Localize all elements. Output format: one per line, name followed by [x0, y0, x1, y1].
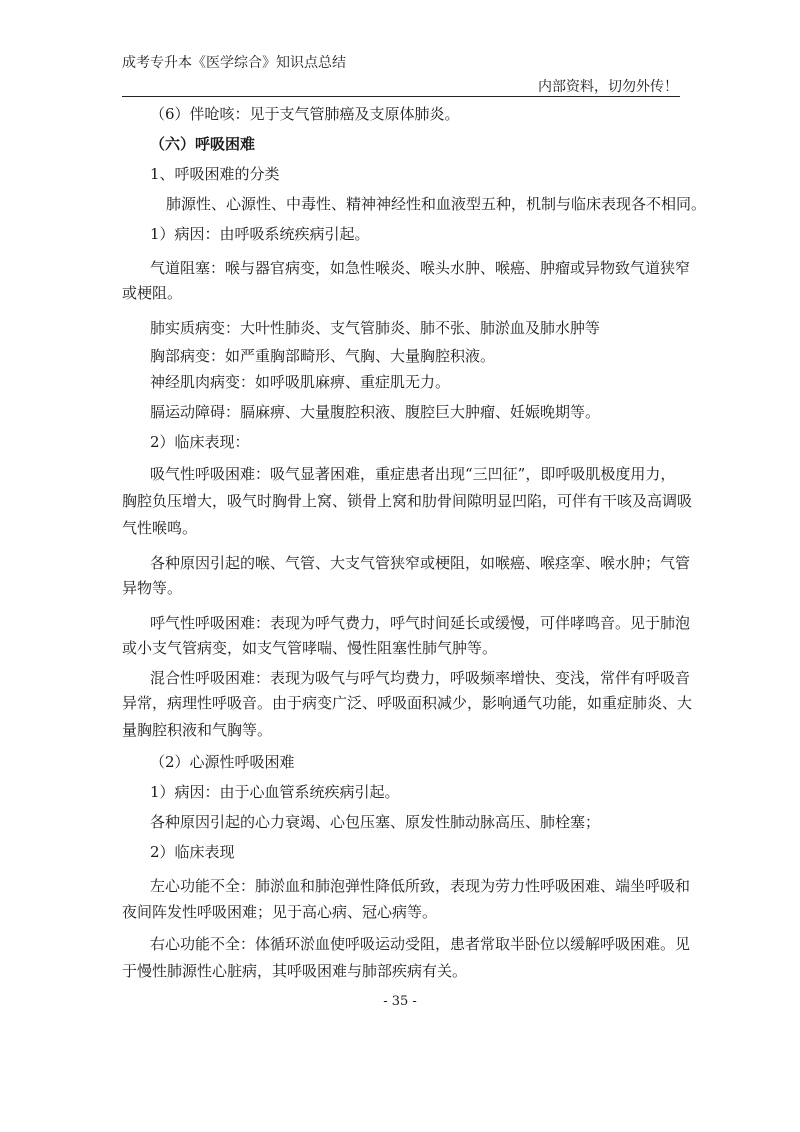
- paragraph: 神经肌肉病变：如呼吸肌麻痹、重症肌无力。: [150, 373, 451, 391]
- paragraph: 于慢性肺源性心脏病，其呼吸困难与肺部疾病有关。: [122, 962, 468, 980]
- paragraph: 气性喉鸣。: [122, 519, 198, 537]
- paragraph: 异物等。: [122, 579, 183, 597]
- subsection-heading: 1、呼吸困难的分类: [150, 165, 280, 183]
- paragraph: 或小支气管病变，如支气管哮喘、慢性阻塞性肺气肿等。: [122, 639, 498, 657]
- paragraph: 1）病因：由于心血管系统疾病引起。: [150, 783, 400, 801]
- paragraph: 胸部病变：如严重胸部畸形、气胸、大量胸腔积液。: [150, 347, 496, 365]
- paragraph: 膈运动障碍：膈麻痹、大量腹腔积液、腹腔巨大肿瘤、妊娠晚期等。: [150, 403, 601, 421]
- paragraph: 异常，病理性呼吸音。由于病变广泛、呼吸面积减少，影响通气功能，如重症肺炎、大: [122, 694, 693, 712]
- paragraph: 胸腔负压增大，吸气时胸骨上窝、锁骨上窝和肋骨间隙明显凹陷，可伴有干咳及高调吸: [122, 492, 693, 510]
- paragraph: （6）伴呛咳：见于支气管肺癌及支原体肺炎。: [150, 105, 460, 123]
- paragraph: 右心功能不全：体循环淤血使呼吸运动受阻，患者常取半卧位以缓解呼吸困难。见: [150, 935, 691, 953]
- paragraph: 肺实质病变：大叶性肺炎、支气管肺炎、肺不张、肺淤血及肺水肿等: [150, 319, 601, 337]
- section-heading: （六）呼吸困难: [150, 135, 256, 153]
- paragraph: 左心功能不全：肺淤血和肺泡弹性降低所致，表现为劳力性呼吸困难、端坐呼吸和: [150, 877, 691, 895]
- paragraph: 呼气性呼吸困难：表现为呼气费力，呼气时间延长或缓慢，可伴哮鸣音。见于肺泡: [150, 614, 691, 632]
- header-divider: [122, 96, 680, 97]
- header-title: 成考专升本《医学综合》知识点总结: [122, 55, 346, 71]
- paragraph: 气道阻塞：喉与器官病变，如急性喉炎、喉头水肿、喉癌、肿瘤或异物致气道狭窄: [150, 259, 691, 277]
- paragraph: 各种原因引起的心力衰竭、心包压塞、原发性肺动脉高压、肺栓塞；: [150, 813, 601, 831]
- paragraph: 各种原因引起的喉、气管、大支气管狭窄或梗阻，如喉癌、喉痉挛、喉水肿；气管: [150, 554, 691, 572]
- paragraph: 吸气性呼吸困难：吸气显著困难，重症患者出现“三凹征”，即呼吸肌极度用力，: [150, 465, 676, 483]
- paragraph: 量胸腔积液和气胸等。: [122, 721, 273, 739]
- paragraph: 或梗阻。: [122, 284, 183, 302]
- subsection-heading: （2）心源性呼吸困难: [150, 753, 295, 771]
- page-number: - 35 -: [383, 994, 417, 1009]
- paragraph: 混合性呼吸困难：表现为吸气与呼气均费力，呼吸频率增快、变浅，常伴有呼吸音: [150, 669, 691, 687]
- paragraph: 肺源性、心源性、中毒性、精神神经性和血液型五种，机制与临床表现各不相同。: [166, 195, 707, 213]
- paragraph: 2）临床表现: [150, 843, 235, 861]
- paragraph: 1）病因：由呼吸系统疾病引起。: [150, 225, 370, 243]
- paragraph: 2）临床表现：: [150, 433, 250, 451]
- paragraph: 夜间阵发性呼吸困难；见于高心病、冠心病等。: [122, 903, 438, 921]
- header-notice: 内部资料，切勿外传！: [538, 79, 678, 95]
